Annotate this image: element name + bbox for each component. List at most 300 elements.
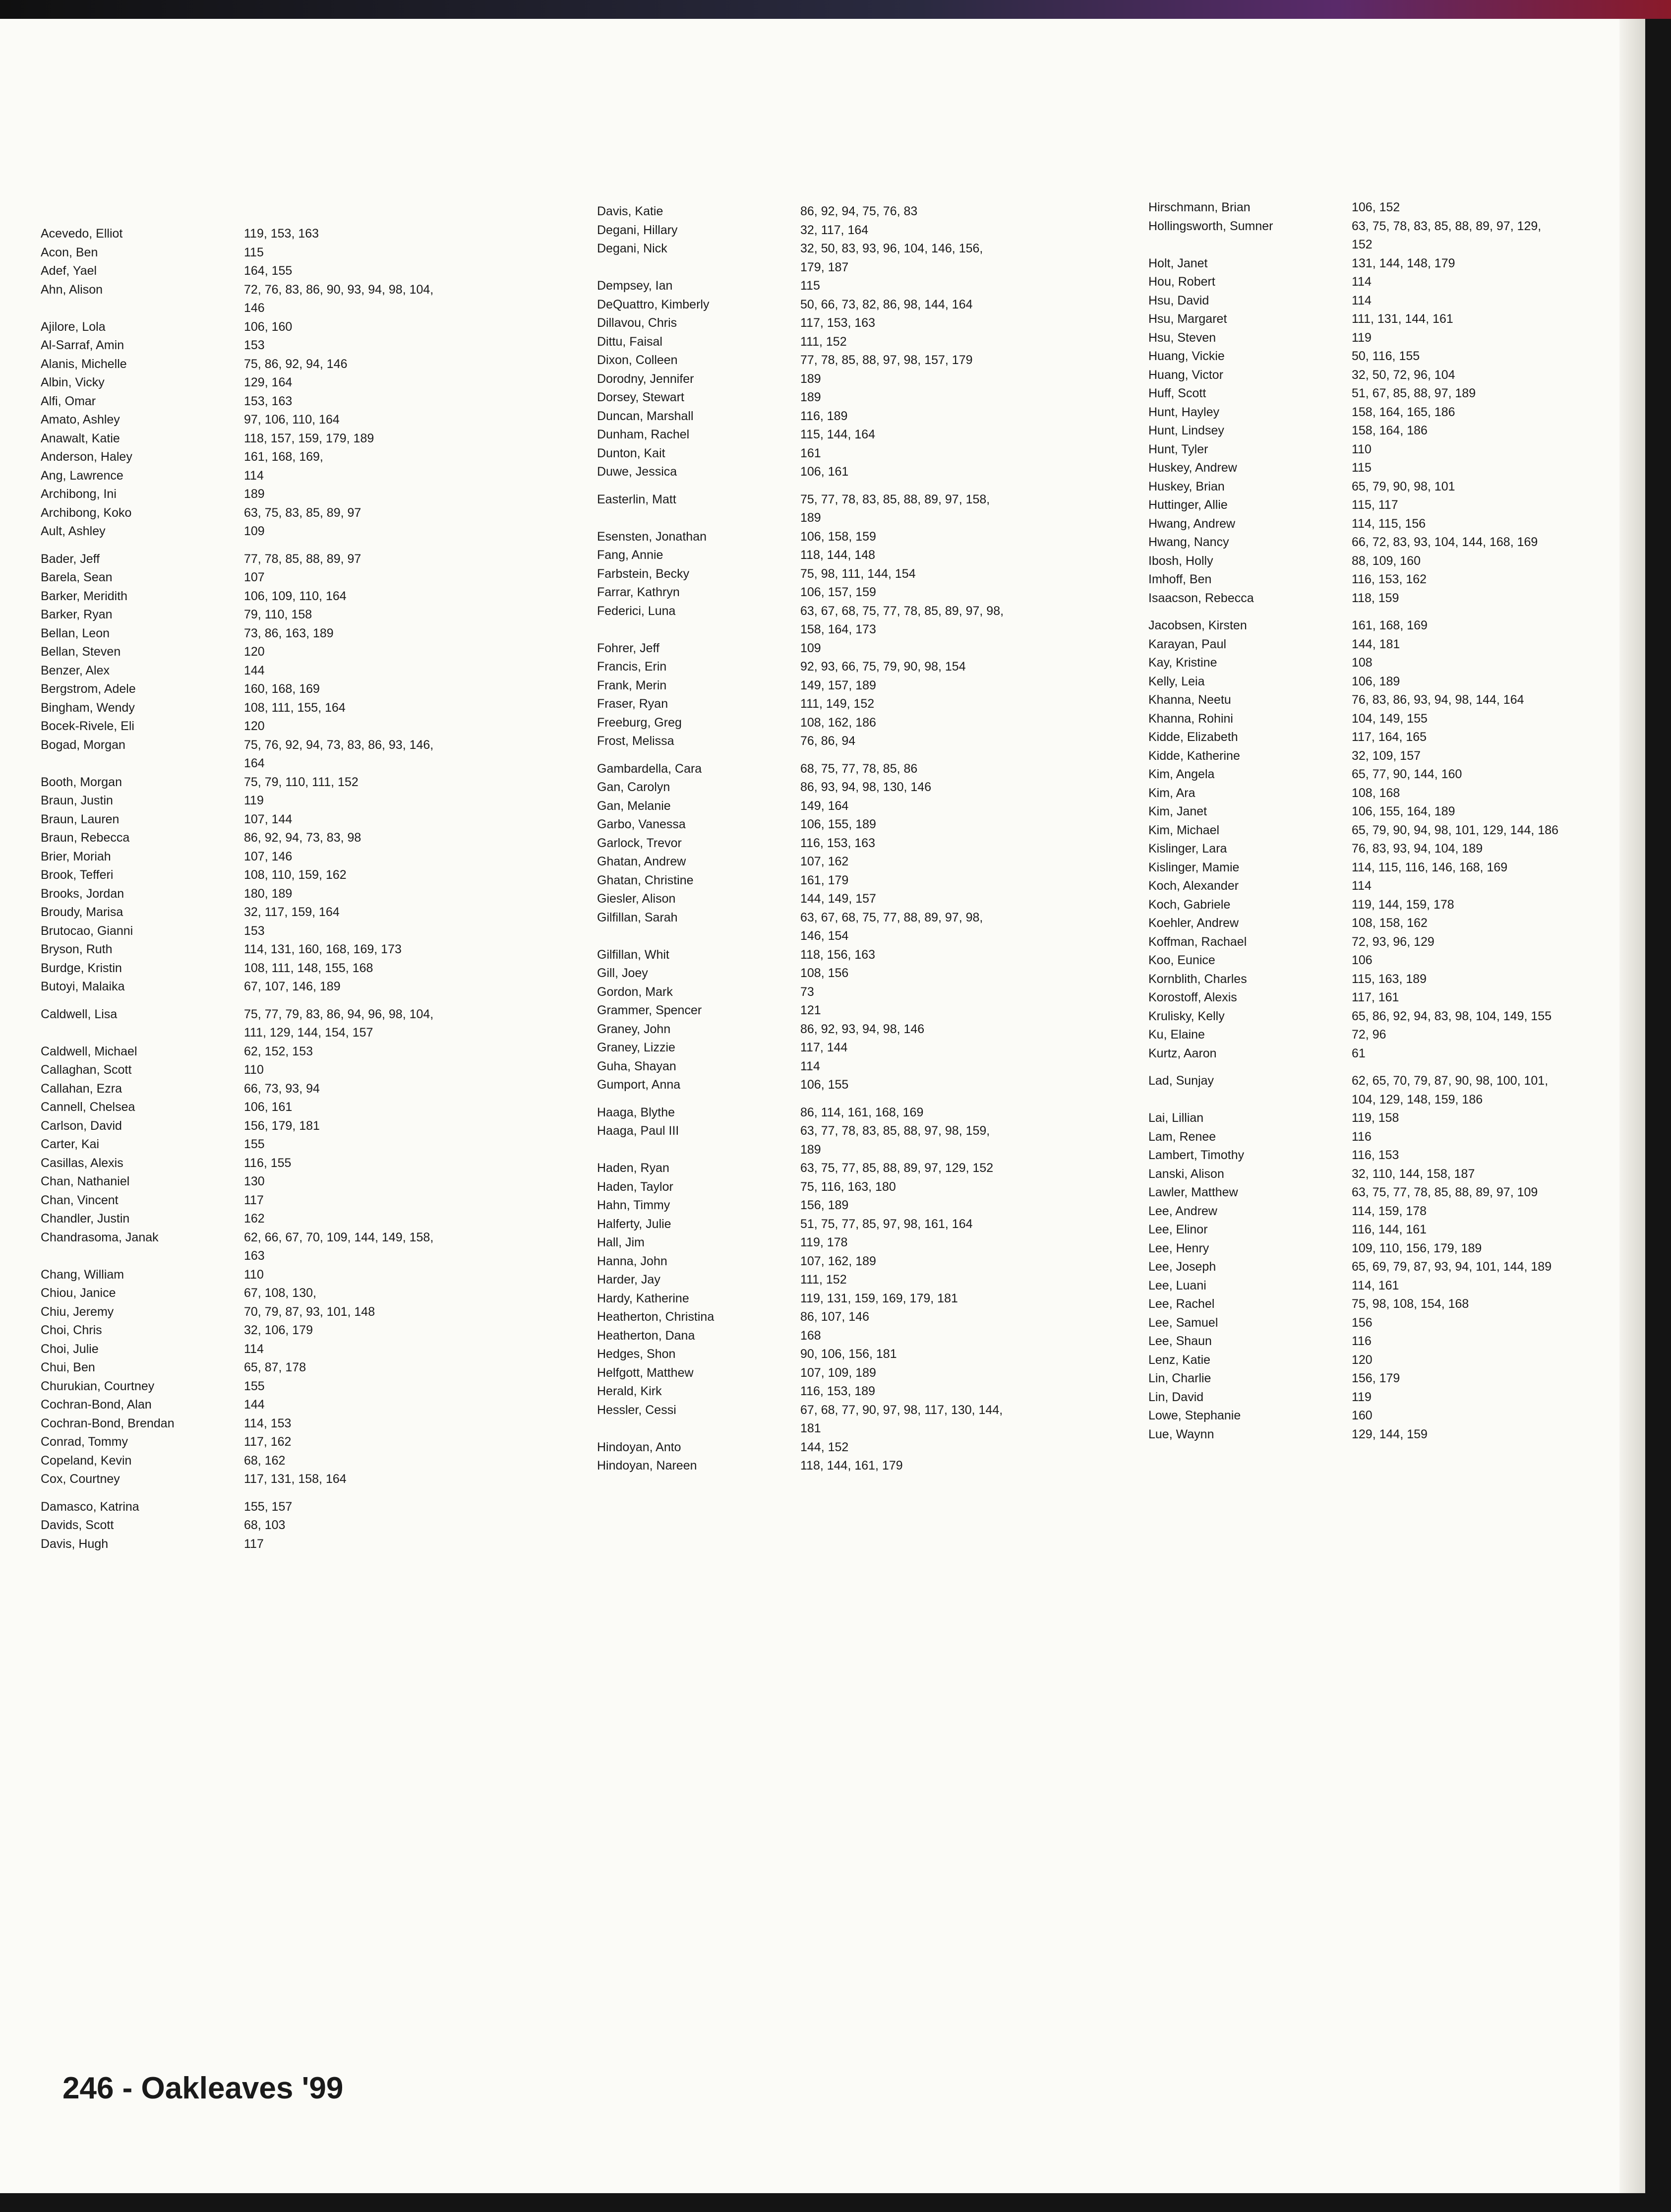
index-entry	[41, 411, 561, 430]
entry-pages: 110	[244, 1063, 264, 1077]
entry-name: Farrar, Kathryn	[597, 585, 680, 599]
entry-pages: 158, 164, 186	[1352, 424, 1428, 437]
entry-pages: 119, 153, 163	[244, 227, 319, 241]
index-entry	[1148, 1239, 1645, 1258]
entry-pages: 107, 146	[244, 849, 293, 863]
index-entry	[1148, 988, 1645, 1007]
index-entry	[41, 1358, 561, 1377]
entry-pages: 79, 110, 158	[244, 608, 312, 621]
entry-name: Karayan, Paul	[1148, 637, 1227, 651]
entry-name: Hanna, John	[597, 1254, 667, 1268]
entry-pages: 76, 83, 86, 93, 94, 98, 144, 164	[1352, 693, 1524, 707]
entry-pages: 111, 152	[800, 1273, 847, 1287]
index-entry	[1148, 347, 1645, 366]
index-entry	[1148, 217, 1645, 254]
entry-pages: 110	[1352, 442, 1372, 456]
entry-name: Hou, Robert	[1148, 275, 1215, 289]
index-entry	[597, 583, 1118, 602]
entry-pages: 111, 152	[800, 334, 847, 349]
entry-name: Haden, Ryan	[597, 1161, 669, 1175]
index-entry	[597, 407, 1118, 426]
entry-pages: 90, 106, 156, 181	[800, 1347, 897, 1361]
entry-pages: 118, 144, 161, 179	[800, 1459, 903, 1473]
index-entry	[1148, 1258, 1645, 1277]
entry-pages: 106, 155	[800, 1078, 849, 1092]
index-entry	[41, 1452, 561, 1471]
entry-pages: 70, 79, 87, 93, 101, 148	[244, 1304, 375, 1319]
entry-name: Gill, Joey	[597, 966, 648, 980]
index-entry	[597, 658, 1118, 676]
entry-name: Esensten, Jonathan	[597, 529, 707, 544]
entry-pages: 66, 73, 93, 94	[244, 1081, 320, 1096]
index-entry	[597, 296, 1118, 314]
entry-name: Chan, Vincent	[41, 1193, 119, 1207]
index-entry	[1148, 1128, 1645, 1147]
entry-pages: 92, 93, 66, 75, 79, 90, 98, 154	[800, 660, 966, 674]
entry-pages: 111, 149, 152	[800, 697, 875, 711]
entry-pages: 119	[1352, 1390, 1372, 1404]
index-entry	[597, 909, 1118, 946]
entry-name: Al-Sarraf, Amin	[41, 338, 124, 352]
index-entry	[41, 1535, 561, 1554]
index-entry	[597, 388, 1118, 407]
entry-pages: 75, 86, 92, 94, 146	[244, 357, 348, 371]
entry-name: Carter, Kai	[41, 1137, 100, 1151]
entry-pages: 189	[800, 390, 821, 404]
index-entry	[41, 373, 561, 392]
index-entry	[597, 1076, 1118, 1095]
index-entry	[1148, 1425, 1645, 1444]
index-entry	[41, 1229, 561, 1266]
entry-name: Khanna, Neetu	[1148, 693, 1231, 707]
entry-name: Bader, Jeff	[41, 552, 100, 566]
entry-pages: 116, 155	[244, 1156, 292, 1170]
entry-pages: 156	[1352, 1315, 1373, 1330]
index-entry	[41, 485, 561, 504]
entry-pages: 63, 75, 77, 78, 85, 88, 89, 97, 109	[1352, 1185, 1538, 1199]
index-entry	[1148, 616, 1645, 635]
entry-pages: 115	[800, 279, 820, 293]
index-entry	[41, 1061, 561, 1080]
entry-name: Kelly, Leia	[1148, 674, 1205, 688]
index-entry	[597, 1001, 1118, 1020]
entry-pages: 106, 161	[800, 465, 849, 479]
entry-pages: 106	[1352, 953, 1373, 967]
index-entry	[1148, 673, 1645, 691]
index-column-3	[1148, 198, 1645, 1444]
entry-pages: 77, 78, 85, 88, 89, 97	[244, 552, 361, 566]
entry-pages: 119, 144, 159, 178	[1352, 897, 1454, 912]
index-entry	[597, 1196, 1118, 1215]
index-entry	[597, 732, 1118, 751]
index-entry	[41, 281, 561, 318]
index-entry	[41, 1284, 561, 1303]
entry-pages: 119, 158	[1352, 1111, 1399, 1125]
entry-pages: 117, 131, 158, 164	[244, 1472, 347, 1486]
entry-pages: 111, 131, 144, 161	[1352, 312, 1453, 326]
index-entry	[41, 225, 561, 244]
entry-pages: 72, 96	[1352, 1028, 1386, 1042]
index-entry	[1148, 515, 1645, 534]
entry-name: Booth, Morgan	[41, 775, 122, 789]
entry-pages: 77, 78, 85, 88, 97, 98, 157, 179	[800, 353, 973, 367]
index-entry	[1148, 1277, 1645, 1295]
entry-name: Hunt, Hayley	[1148, 405, 1220, 419]
index-entry	[597, 714, 1118, 733]
entry-pages: 75, 98, 111, 144, 154	[800, 566, 916, 581]
entry-pages: 117, 162	[244, 1435, 292, 1449]
entry-pages: 75, 76, 92, 94, 73, 83, 86, 93, 146, 164	[244, 737, 434, 770]
entry-name: Fraser, Ryan	[597, 697, 668, 711]
index-entry	[1148, 1026, 1645, 1045]
index-entry	[41, 978, 561, 996]
index-entry	[41, 792, 561, 810]
index-entry	[1148, 533, 1645, 552]
entry-name: Federici, Luna	[597, 604, 676, 618]
entry-pages: 144	[244, 1398, 265, 1412]
entry-name: Conrad, Tommy	[41, 1435, 128, 1449]
index-entry	[1148, 1165, 1645, 1184]
entry-pages: 117	[244, 1536, 264, 1551]
entry-pages: 119, 131, 159, 169, 179, 181	[800, 1291, 958, 1305]
entry-pages: 120	[244, 645, 265, 659]
index-entry	[41, 392, 561, 411]
index-entry	[41, 1098, 561, 1117]
entry-name: Hwang, Andrew	[1148, 516, 1236, 531]
entry-name: Freeburg, Greg	[597, 715, 682, 730]
index-entry	[41, 959, 561, 978]
index-entry	[41, 1377, 561, 1396]
entry-pages: 117, 144	[800, 1041, 848, 1054]
entry-pages: 51, 67, 85, 88, 97, 189	[1352, 386, 1476, 400]
entry-pages: 162	[244, 1212, 265, 1226]
entry-name: Hindoyan, Nareen	[597, 1459, 697, 1473]
entry-pages: 106, 155, 164, 189	[1352, 804, 1455, 818]
index-entry	[41, 866, 561, 885]
index-entry	[41, 624, 561, 643]
entry-pages: 63, 75, 77, 85, 88, 89, 97, 129, 152	[800, 1161, 994, 1175]
entry-name: Kay, Kristine	[1148, 656, 1217, 670]
entry-pages: 75, 77, 78, 83, 85, 88, 89, 97, 158, 189	[800, 492, 990, 525]
entry-name: Haaga, Blythe	[597, 1105, 675, 1119]
entry-name: Huang, Victor	[1148, 368, 1224, 382]
entry-pages: 32, 110, 144, 158, 187	[1352, 1167, 1475, 1181]
entry-pages: 107, 144	[244, 812, 293, 826]
entry-pages: 161, 168, 169,	[244, 450, 323, 464]
entry-pages: 73, 86, 163, 189	[244, 626, 334, 640]
entry-pages: 32, 106, 179	[244, 1323, 313, 1337]
index-entry	[597, 1271, 1118, 1290]
book-spine-shadow	[1619, 19, 1645, 2193]
entry-pages: 50, 66, 73, 82, 86, 98, 144, 164	[800, 297, 973, 311]
index-entry	[41, 903, 561, 922]
entry-name: Duwe, Jessica	[597, 465, 677, 479]
index-entry	[1148, 403, 1645, 422]
entry-pages: 75, 98, 108, 154, 168	[1352, 1297, 1469, 1311]
entry-name: Helfgott, Matthew	[597, 1365, 694, 1380]
entry-name: Lam, Renee	[1148, 1129, 1216, 1144]
entry-pages: 107, 109, 189	[800, 1365, 876, 1380]
entry-name: Lee, Elinor	[1148, 1223, 1208, 1236]
entry-name: Frank, Merin	[597, 678, 667, 692]
entry-name: Dunham, Rachel	[597, 428, 690, 441]
entry-name: Graney, John	[597, 1022, 671, 1036]
entry-name: Kislinger, Mamie	[1148, 860, 1240, 874]
entry-name: Bryson, Ruth	[41, 942, 113, 956]
entry-name: Herald, Kirk	[597, 1384, 662, 1398]
index-entry	[41, 643, 561, 662]
index-entry	[1148, 1295, 1645, 1314]
entry-name: Ghatan, Andrew	[597, 855, 686, 868]
entry-name: Francis, Erin	[597, 660, 667, 674]
entry-pages: 32, 50, 72, 96, 104	[1352, 368, 1455, 382]
index-column-1	[41, 225, 561, 1553]
entry-pages: 109	[800, 641, 821, 655]
entry-pages: 86, 107, 146	[800, 1310, 870, 1324]
entry-name: Khanna, Rohini	[1148, 711, 1233, 726]
entry-pages: 32, 117, 164	[800, 223, 869, 237]
entry-pages: 116, 153, 162	[1352, 572, 1427, 586]
index-entry	[41, 522, 561, 541]
entry-pages: 115, 144, 164	[800, 428, 876, 441]
entry-pages: 68, 103	[244, 1518, 286, 1532]
index-entry	[41, 1210, 561, 1229]
index-entry	[1148, 970, 1645, 989]
entry-name: Anawalt, Katie	[41, 431, 120, 445]
entry-pages: 86, 93, 94, 98, 130, 146	[800, 780, 932, 794]
entry-pages: 73	[800, 984, 814, 999]
index-entry	[597, 639, 1118, 658]
entry-name: Acevedo, Elliot	[41, 227, 123, 241]
entry-name: Lee, Henry	[1148, 1241, 1209, 1255]
entry-pages: 118, 144, 148	[800, 548, 876, 562]
entry-pages: 108, 156	[800, 966, 849, 980]
entry-name: Hardy, Katherine	[597, 1291, 689, 1305]
entry-pages: 156, 179	[1352, 1371, 1400, 1385]
entry-name: Ajilore, Lola	[41, 319, 106, 334]
entry-pages: 149, 164	[800, 799, 849, 813]
entry-name: Davids, Scott	[41, 1518, 114, 1532]
entry-name: Hunt, Lindsey	[1148, 424, 1224, 437]
entry-name: Harder, Jay	[597, 1273, 660, 1287]
entry-pages: 116, 153, 189	[800, 1384, 876, 1398]
entry-pages: 115, 117	[1352, 498, 1398, 512]
entry-pages: 86, 92, 94, 75, 76, 83	[800, 204, 918, 218]
entry-name: Kidde, Elizabeth	[1148, 730, 1238, 744]
entry-name: Huskey, Brian	[1148, 479, 1225, 493]
entry-name: Lanski, Alison	[1148, 1167, 1224, 1181]
entry-pages: 108, 162, 186	[800, 715, 876, 730]
index-entry	[597, 1327, 1118, 1346]
index-entry	[1148, 840, 1645, 859]
index-entry	[41, 680, 561, 699]
entry-name: Alfi, Omar	[41, 394, 96, 408]
entry-pages: 144	[244, 663, 265, 677]
entry-name: Lad, Sunjay	[1148, 1074, 1214, 1088]
entry-name: Hsu, Margaret	[1148, 312, 1227, 326]
index-entry	[41, 1340, 561, 1359]
entry-name: Brutocao, Gianni	[41, 923, 133, 938]
entry-name: Lawler, Matthew	[1148, 1185, 1238, 1199]
index-entry	[1148, 784, 1645, 803]
entry-name: Bellan, Leon	[41, 626, 110, 640]
index-entry	[597, 1401, 1118, 1438]
entry-name: Haden, Taylor	[597, 1179, 673, 1194]
entry-pages: 118, 159	[1352, 591, 1399, 605]
index-entry	[41, 336, 561, 355]
entry-pages: 155, 157	[244, 1499, 293, 1514]
entry-pages: 63, 75, 78, 83, 85, 88, 89, 97, 129, 152	[1352, 219, 1542, 251]
entry-name: Hahn, Timmy	[597, 1198, 670, 1212]
entry-pages: 119, 178	[800, 1235, 848, 1249]
entry-pages: 120	[244, 719, 265, 733]
entry-name: Hollingsworth, Sumner	[1148, 219, 1273, 233]
entry-name: Bellan, Steven	[41, 645, 121, 659]
entry-pages: 106, 109, 110, 164	[244, 589, 347, 603]
entry-pages: 160	[1352, 1409, 1373, 1422]
index-entry	[1148, 1407, 1645, 1425]
index-entry	[1148, 422, 1645, 440]
index-entry	[597, 1039, 1118, 1057]
entry-pages: 117, 161	[1352, 990, 1399, 1004]
index-entry	[1148, 728, 1645, 747]
entry-pages: 189	[244, 487, 265, 501]
entry-name: Dunton, Kait	[597, 446, 665, 460]
entry-pages: 62, 152, 153	[244, 1044, 313, 1058]
index-entry	[1148, 1183, 1645, 1202]
entry-pages: 107, 162, 189	[800, 1254, 876, 1268]
entry-pages: 116, 153	[1352, 1148, 1399, 1162]
entry-name: Kim, Ara	[1148, 786, 1195, 800]
entry-pages: 114, 115, 156	[1352, 516, 1426, 531]
index-entry	[597, 1104, 1118, 1122]
entry-pages: 114	[1352, 293, 1372, 307]
entry-pages: 114, 161	[1352, 1278, 1399, 1292]
index-entry	[1148, 440, 1645, 459]
index-entry	[1148, 933, 1645, 952]
entry-name: Huskey, Andrew	[1148, 461, 1237, 475]
index-entry	[41, 1321, 561, 1340]
entry-pages: 86, 92, 93, 94, 98, 146	[800, 1022, 925, 1036]
entry-pages: 63, 75, 83, 85, 89, 97	[244, 505, 361, 520]
entry-pages: 106, 161	[244, 1100, 293, 1114]
entry-name: Fohrer, Jeff	[597, 641, 659, 655]
index-entry	[1148, 821, 1645, 840]
entry-pages: 153	[244, 338, 265, 352]
index-entry	[597, 964, 1118, 983]
entry-name: Dorodny, Jennifer	[597, 371, 694, 386]
index-entry	[597, 1382, 1118, 1401]
entry-name: Lee, Joseph	[1148, 1260, 1216, 1274]
entry-name: Holt, Janet	[1148, 256, 1208, 270]
entry-name: Chang, William	[41, 1267, 124, 1282]
index-entry	[1148, 310, 1645, 329]
entry-pages: 75, 79, 110, 111, 152	[244, 775, 358, 789]
index-entry	[1148, 747, 1645, 766]
index-entry	[1148, 198, 1645, 217]
entry-pages: 155	[244, 1137, 265, 1151]
entry-name: Gilfillan, Sarah	[597, 910, 678, 924]
index-entry	[41, 467, 561, 486]
entry-pages: 97, 106, 110, 164	[244, 413, 340, 427]
index-entry	[41, 1516, 561, 1535]
entry-name: Lowe, Stephanie	[1148, 1409, 1241, 1422]
entry-pages: 114	[244, 468, 264, 483]
entry-name: Kidde, Katherine	[1148, 748, 1240, 763]
entry-pages: 119	[1352, 330, 1372, 345]
entry-pages: 129, 144, 159	[1352, 1427, 1428, 1441]
entry-name: Hedges, Shon	[597, 1347, 676, 1361]
entry-pages: 107	[244, 570, 265, 584]
index-entry	[41, 699, 561, 718]
entry-pages: 161, 179	[800, 873, 849, 887]
entry-name: Churukian, Courtney	[41, 1379, 155, 1393]
index-entry	[41, 1135, 561, 1154]
index-entry	[41, 1433, 561, 1452]
entry-pages: 107, 162	[800, 855, 849, 868]
index-entry	[41, 1080, 561, 1099]
index-entry	[1148, 1146, 1645, 1165]
entry-name: Dorsey, Stewart	[597, 390, 684, 404]
index-entry	[597, 1308, 1118, 1327]
entry-name: Koffman, Rachael	[1148, 934, 1247, 949]
index-entry	[41, 940, 561, 959]
yearbook-index-page	[0, 19, 1645, 2193]
index-entry	[597, 565, 1118, 584]
index-entry	[1148, 1314, 1645, 1333]
index-entry	[41, 1043, 561, 1061]
entry-name: Degani, Hillary	[597, 223, 678, 237]
index-entry	[597, 426, 1118, 444]
entry-name: Gambardella, Cara	[597, 761, 702, 776]
index-entry	[41, 717, 561, 736]
entry-pages: 108, 158, 162	[1352, 916, 1428, 930]
entry-name: Krulisky, Kelly	[1148, 1009, 1225, 1023]
entry-pages: 161	[800, 446, 821, 460]
entry-name: Ang, Lawrence	[41, 468, 123, 483]
entry-name: Kim, Angela	[1148, 767, 1215, 781]
index-entry	[41, 1005, 561, 1043]
entry-name: Koch, Gabriele	[1148, 897, 1231, 912]
index-entry	[597, 314, 1118, 333]
entry-pages: 66, 72, 83, 93, 104, 144, 168, 169	[1352, 535, 1538, 549]
entry-name: Caldwell, Lisa	[41, 1007, 118, 1021]
entry-pages: 116	[1352, 1129, 1372, 1144]
entry-pages: 116	[1352, 1334, 1372, 1348]
index-entry	[41, 1117, 561, 1136]
index-entry	[597, 240, 1118, 277]
entry-name: Lin, Charlie	[1148, 1371, 1211, 1385]
entry-name: Cox, Courtney	[41, 1472, 120, 1486]
index-entry	[597, 1057, 1118, 1076]
index-entry	[41, 810, 561, 829]
entry-pages: 67, 107, 146, 189	[244, 980, 341, 993]
index-entry	[1148, 802, 1645, 821]
entry-pages: 63, 77, 78, 83, 85, 88, 97, 98, 159, 189	[800, 1124, 990, 1157]
entry-name: Imhoff, Ben	[1148, 572, 1212, 586]
entry-pages: 108, 111, 155, 164	[244, 700, 346, 715]
entry-pages: 121	[800, 1003, 821, 1017]
index-entry	[597, 1457, 1118, 1475]
entry-pages: 153, 163	[244, 394, 293, 408]
entry-pages: 106, 189	[1352, 674, 1400, 688]
entry-pages: 50, 116, 155	[1352, 349, 1420, 363]
entry-name: Butoyi, Malaika	[41, 980, 125, 993]
entry-pages: 61	[1352, 1046, 1366, 1060]
index-entry	[1148, 877, 1645, 896]
index-entry	[597, 1159, 1118, 1178]
entry-name: Bogad, Morgan	[41, 737, 125, 752]
